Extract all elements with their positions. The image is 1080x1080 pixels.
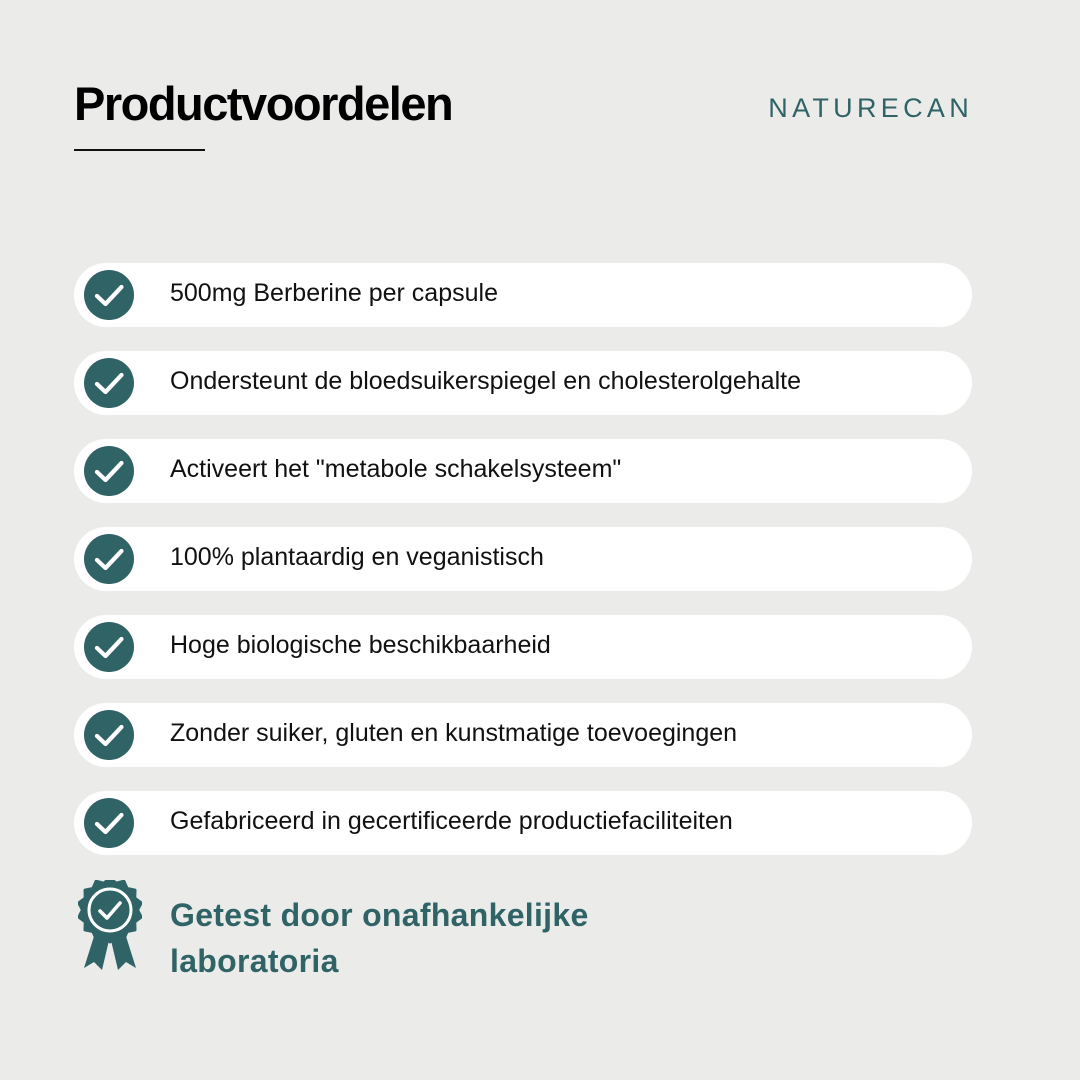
check-circle-icon (84, 798, 134, 848)
benefit-text: Zonder suiker, gluten en kunstmatige toevoegingen (170, 719, 738, 747)
benefit-text: Hoge biologische beschikbaarheid (170, 631, 551, 659)
check-circle-icon (84, 534, 134, 584)
check-circle-icon (84, 710, 134, 760)
title-underline (74, 149, 205, 151)
benefit-item (74, 439, 972, 503)
benefit-item (74, 263, 972, 327)
check-circle-icon (84, 622, 134, 672)
benefit-item (74, 527, 972, 591)
benefit-text: Ondersteunt de bloedsuikerspiegel en cholesterolgehalte (170, 367, 801, 395)
award-rosette-icon (78, 880, 142, 972)
lab-tested-text (170, 892, 589, 984)
check-circle-icon (84, 270, 134, 320)
benefit-text: Gefabriceerd in gecertificeerde productiefaciliteiten (170, 807, 733, 835)
lab-tested-badge (78, 880, 978, 980)
lab-tested-line-1: Getest door onafhankelijke (170, 897, 589, 933)
benefit-item (74, 351, 972, 415)
benefit-item (74, 791, 972, 855)
benefit-text: 100% plantaardig en veganistisch (170, 543, 544, 571)
check-circle-icon (84, 446, 134, 496)
brand-logo: NATURECAN (768, 93, 973, 123)
benefit-text: 500mg Berberine per capsule (170, 279, 498, 307)
benefit-list (74, 263, 972, 855)
benefit-item (74, 615, 972, 679)
lab-tested-line-2: laboratoria (170, 943, 339, 979)
benefit-item (74, 703, 972, 767)
benefit-text: Activeert het "metabole schakelsysteem" (170, 455, 622, 483)
page-title: Productvoordelen (74, 77, 453, 130)
check-circle-icon (84, 358, 134, 408)
